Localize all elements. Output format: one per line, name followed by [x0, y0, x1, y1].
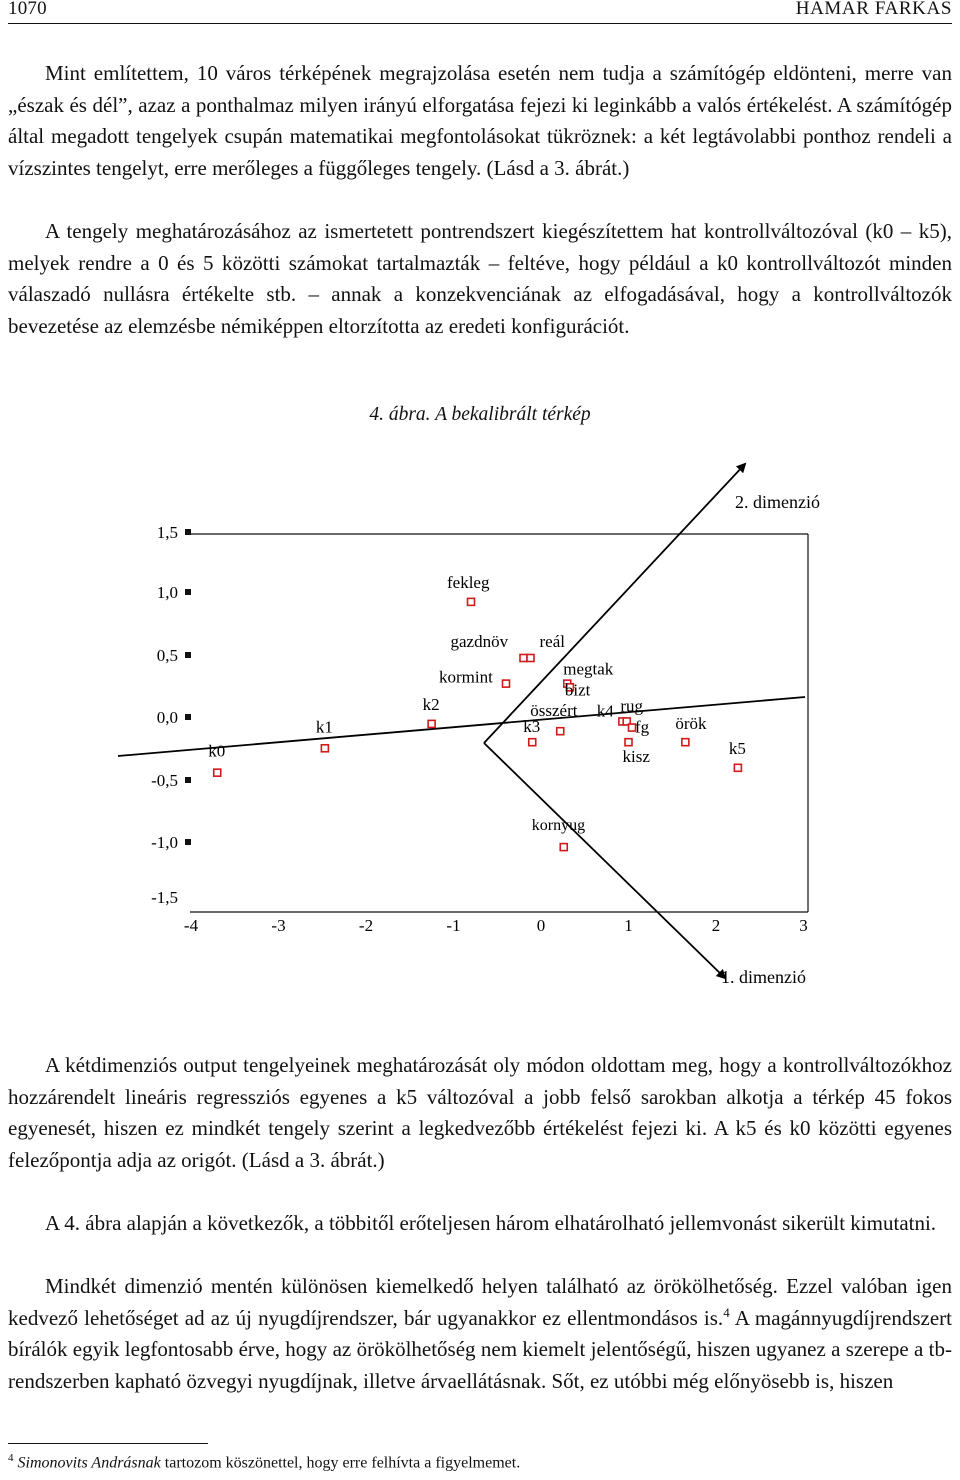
data-point-label: bizt — [564, 680, 591, 700]
data-point-marker — [503, 680, 510, 687]
footnote-rule — [8, 1443, 208, 1444]
data-point-label: örök — [675, 714, 707, 734]
x-tick-label: 3 — [799, 916, 808, 935]
footnote-number: 4 — [8, 1452, 14, 1464]
running-head — [8, 0, 952, 22]
data-point-marker — [428, 720, 435, 727]
data-point-marker — [682, 739, 689, 746]
dimension-1-axis — [484, 743, 725, 978]
data-point-label: k1 — [315, 717, 333, 737]
data-point-label: kornyug — [531, 817, 586, 835]
data-point-marker — [520, 655, 527, 662]
x-tick-label: 0 — [536, 916, 546, 935]
dimension-2-axis — [484, 464, 745, 743]
x-tick-label: -1 — [446, 916, 461, 935]
y-tick-label: -1,0 — [151, 833, 178, 852]
data-point-label: gazdnöv — [450, 632, 509, 651]
footnote — [8, 1452, 520, 1472]
data-point-marker — [557, 728, 564, 735]
data-point-label: megtak — [563, 659, 614, 679]
data-point-label: fekleg — [447, 572, 490, 592]
paragraph-2: A tengely meghatározásához az ismertetett pontrendszert kiegészítettem hat kontrollváltozóval (k0 – k5), melyek rendre a 0 és 5 közötti számokat tartalmazták – feltéve, hogy például a k0 kontrollváltozót minden válaszadó nullásra értékelte stb. – annak a konzekvenciának az elfogadásával, hogy a kontrollváltozók bevezetése az elemzésbe némiképpen eltorzította az eredeti konfigurációt. — [8, 219, 952, 338]
x-ticks — [184, 916, 808, 935]
data-point-marker — [468, 598, 475, 605]
footnote-text: tartozom köszönettel, hogy erre felhívta a figyelmemet. — [160, 1454, 521, 1472]
x-tick-label: -4 — [183, 916, 199, 935]
y-tick-mark — [185, 839, 191, 845]
paragraph-3: A kétdimenziós output tengelyeinek meghatározását oly módon oldottam meg, hogy a kontrollváltozókhoz hozzárendelt lineáris regressziós egyenes a k5 változóval a jobb felső sarokban alkotja a térkép 45 fokos egyenesét, hiszen ez mindkét tengely szerint a legkedvezőbb értékelést fejezi ki. A k5 és k0 közötti egyenes felezőpontja adja az origót. (Lásd a 3. ábrát.) — [8, 1053, 952, 1172]
paragraph-4: A 4. ábra alapján a következők, a többitől erőteljesen három elhatárolható jellemvonást sikerült kimutatni. — [45, 1211, 937, 1235]
y-tick-label: 1,5 — [156, 523, 178, 542]
paragraph-5-text-a: Mindkét dimenzió mentén különösen kiemelkedő helyen található az örökölhetőség. Ezzel valóban igen kedvező lehetőséget ad az új nyugdíjrendszer, bár ugyanakkor ez ellentmondásos is. — [8, 1274, 952, 1330]
data-point-marker — [321, 745, 328, 752]
y-tick-label: 1,0 — [156, 583, 178, 602]
x-tick-label: -3 — [271, 916, 286, 935]
footnote-author: Simonovits Andrásnak — [17, 1454, 161, 1472]
data-point-marker — [527, 655, 534, 662]
paragraph-5 — [8, 1271, 952, 1397]
y-tick-mark — [185, 589, 191, 595]
y-axis-title: 2. dimenzió — [735, 492, 820, 512]
paragraph-1: Mint említettem, 10 város térképének megrajzolása esetén nem tudja a számítógép eldönteni, merre van „észak és dél”, azaz a ponthalmaz milyen irányú elforgatása fejezi ki leginkább a valós értékelést. A számítógép által megadott tengelyek csupán matematikai megfontolásokat tükröznek: a két legtávolabbi ponthoz rendeli a vízszintes tengelyt, erre merőleges a függőleges tengely. (Lásd a 3. ábrát.) — [8, 61, 952, 180]
running-head-author: HAMAR FARKAS — [795, 0, 952, 19]
y-tick-mark — [185, 652, 191, 658]
data-point-label: k0 — [208, 741, 226, 761]
y-tick-label: -0,5 — [151, 771, 178, 790]
x-tick-label: 1 — [624, 916, 633, 935]
data-point-label: kisz — [622, 747, 650, 767]
y-tick-label: 0,5 — [156, 646, 178, 665]
y-tick-mark — [185, 714, 191, 720]
data-point-marker — [560, 844, 567, 851]
scatter-chart — [0, 450, 960, 1020]
y-tick-mark — [185, 777, 191, 783]
data-point-label: k3 — [523, 717, 541, 737]
data-point-label: k2 — [422, 694, 440, 714]
data-point-label: reál — [539, 632, 565, 651]
data-point-label: k5 — [728, 738, 746, 758]
data-point-marker — [214, 769, 221, 776]
x-tick-label: -2 — [358, 916, 374, 935]
data-point-label: fg — [635, 717, 650, 737]
page-number: 1070 — [8, 0, 47, 19]
data-point-label: k4 — [596, 701, 614, 721]
y-tick-mark — [185, 529, 191, 535]
x-tick-label: 2 — [711, 916, 721, 935]
y-tick-label: -1,5 — [151, 888, 178, 907]
header-rule — [8, 23, 952, 24]
data-point-label: kormint — [439, 667, 493, 687]
data-point-label: összért — [530, 701, 578, 721]
y-tick-label: 0,0 — [156, 708, 178, 727]
paragraph-5-text-b: A magánnyugdíjrendszert bírálók egyik legfontosabb érve, hogy az örökölhetőség nem kiemelt jelentőségű, hiszen ugyanez a szerepe a tb-rendszerben kapható özvegyi nyugdíjnak, illetve árvaellátásnak. Sőt, ez utóbbi még előnyösebb is, hiszen — [8, 1305, 952, 1393]
data-point-label: rug — [620, 696, 644, 716]
footnote-ref: 4 — [723, 1304, 730, 1320]
x-axis-title: 1. dimenzió — [721, 967, 806, 987]
data-points — [208, 573, 746, 851]
data-point-marker — [734, 764, 741, 771]
data-point-marker — [529, 739, 536, 746]
figure-caption: 4. ábra. A bekalibrált térkép — [369, 404, 591, 425]
data-point-marker — [625, 739, 632, 746]
y-ticks — [151, 523, 191, 907]
